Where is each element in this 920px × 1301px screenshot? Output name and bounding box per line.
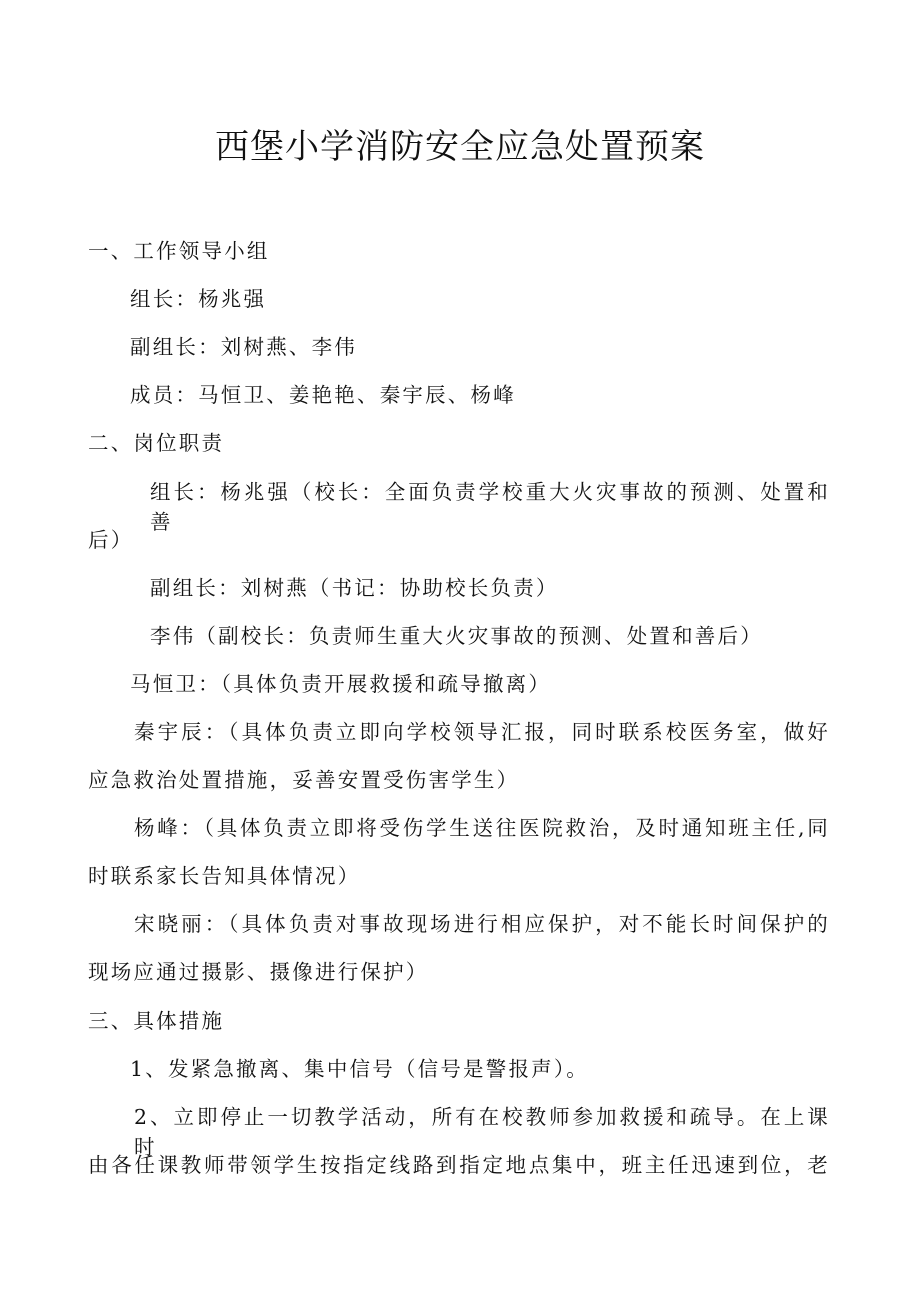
measure-item-1: 1、发紧急撤离、集中信号（信号是警报声）。: [130, 1057, 589, 1081]
duty-vice-leader-line: 副组长：刘树燕（书记：协助校长负责）: [150, 576, 559, 600]
members-line: 成员：马恒卫、姜艳艳、秦宇辰、杨峰: [130, 383, 516, 407]
duty-hospital-line-1: 杨峰：（具体负责立即将受伤学生送往医院救治，及时通知班主任,同: [134, 816, 830, 840]
duty-leader-line-1: 组长：杨兆强（校长：全面负责学校重大火灾事故的预测、处置和善: [150, 480, 830, 534]
section-heading-2: 二、岗位职责: [88, 431, 225, 455]
duty-report-line-1: 秦宇辰：（具体负责立即向学校领导汇报，同时联系校医务室，做好: [134, 720, 830, 744]
duty-hospital-line-2: 时联系家长告知具体情况）: [88, 864, 361, 888]
duty-scene-line-1: 宋晓丽：（具体负责对事故现场进行相应保护，对不能长时间保护的: [134, 912, 830, 936]
measure-item-2-line-2: 由各任课教师带领学生按指定线路到指定地点集中，班主任迅速到位，老: [88, 1153, 830, 1177]
duty-rescue-line: 马恒卫：（具体负责开展救援和疏导撤离）: [130, 672, 552, 696]
leader-line: 组长：杨兆强: [130, 287, 267, 311]
duty-leader-line-2: 后）: [88, 528, 134, 552]
vice-leader-line: 副组长：刘树燕、李伟: [130, 335, 357, 359]
duty-vice-principal-line: 李伟（副校长：负责师生重大火灾事故的预测、处置和善后）: [150, 624, 763, 648]
document-title: 西堡小学消防安全应急处置预案: [215, 127, 705, 167]
section-heading-1: 一、工作领导小组: [88, 239, 270, 263]
measure-item-2-line-1: 2、立即停止一切教学活动，所有在校教师参加救援和疏导。在上课时: [134, 1105, 830, 1159]
duty-scene-line-2: 现场应通过摄影、摄像进行保护）: [88, 960, 429, 984]
section-heading-3: 三、具体措施: [88, 1009, 225, 1033]
duty-report-line-2: 应急救治处置措施，妥善安置受伤害学生）: [88, 768, 520, 792]
